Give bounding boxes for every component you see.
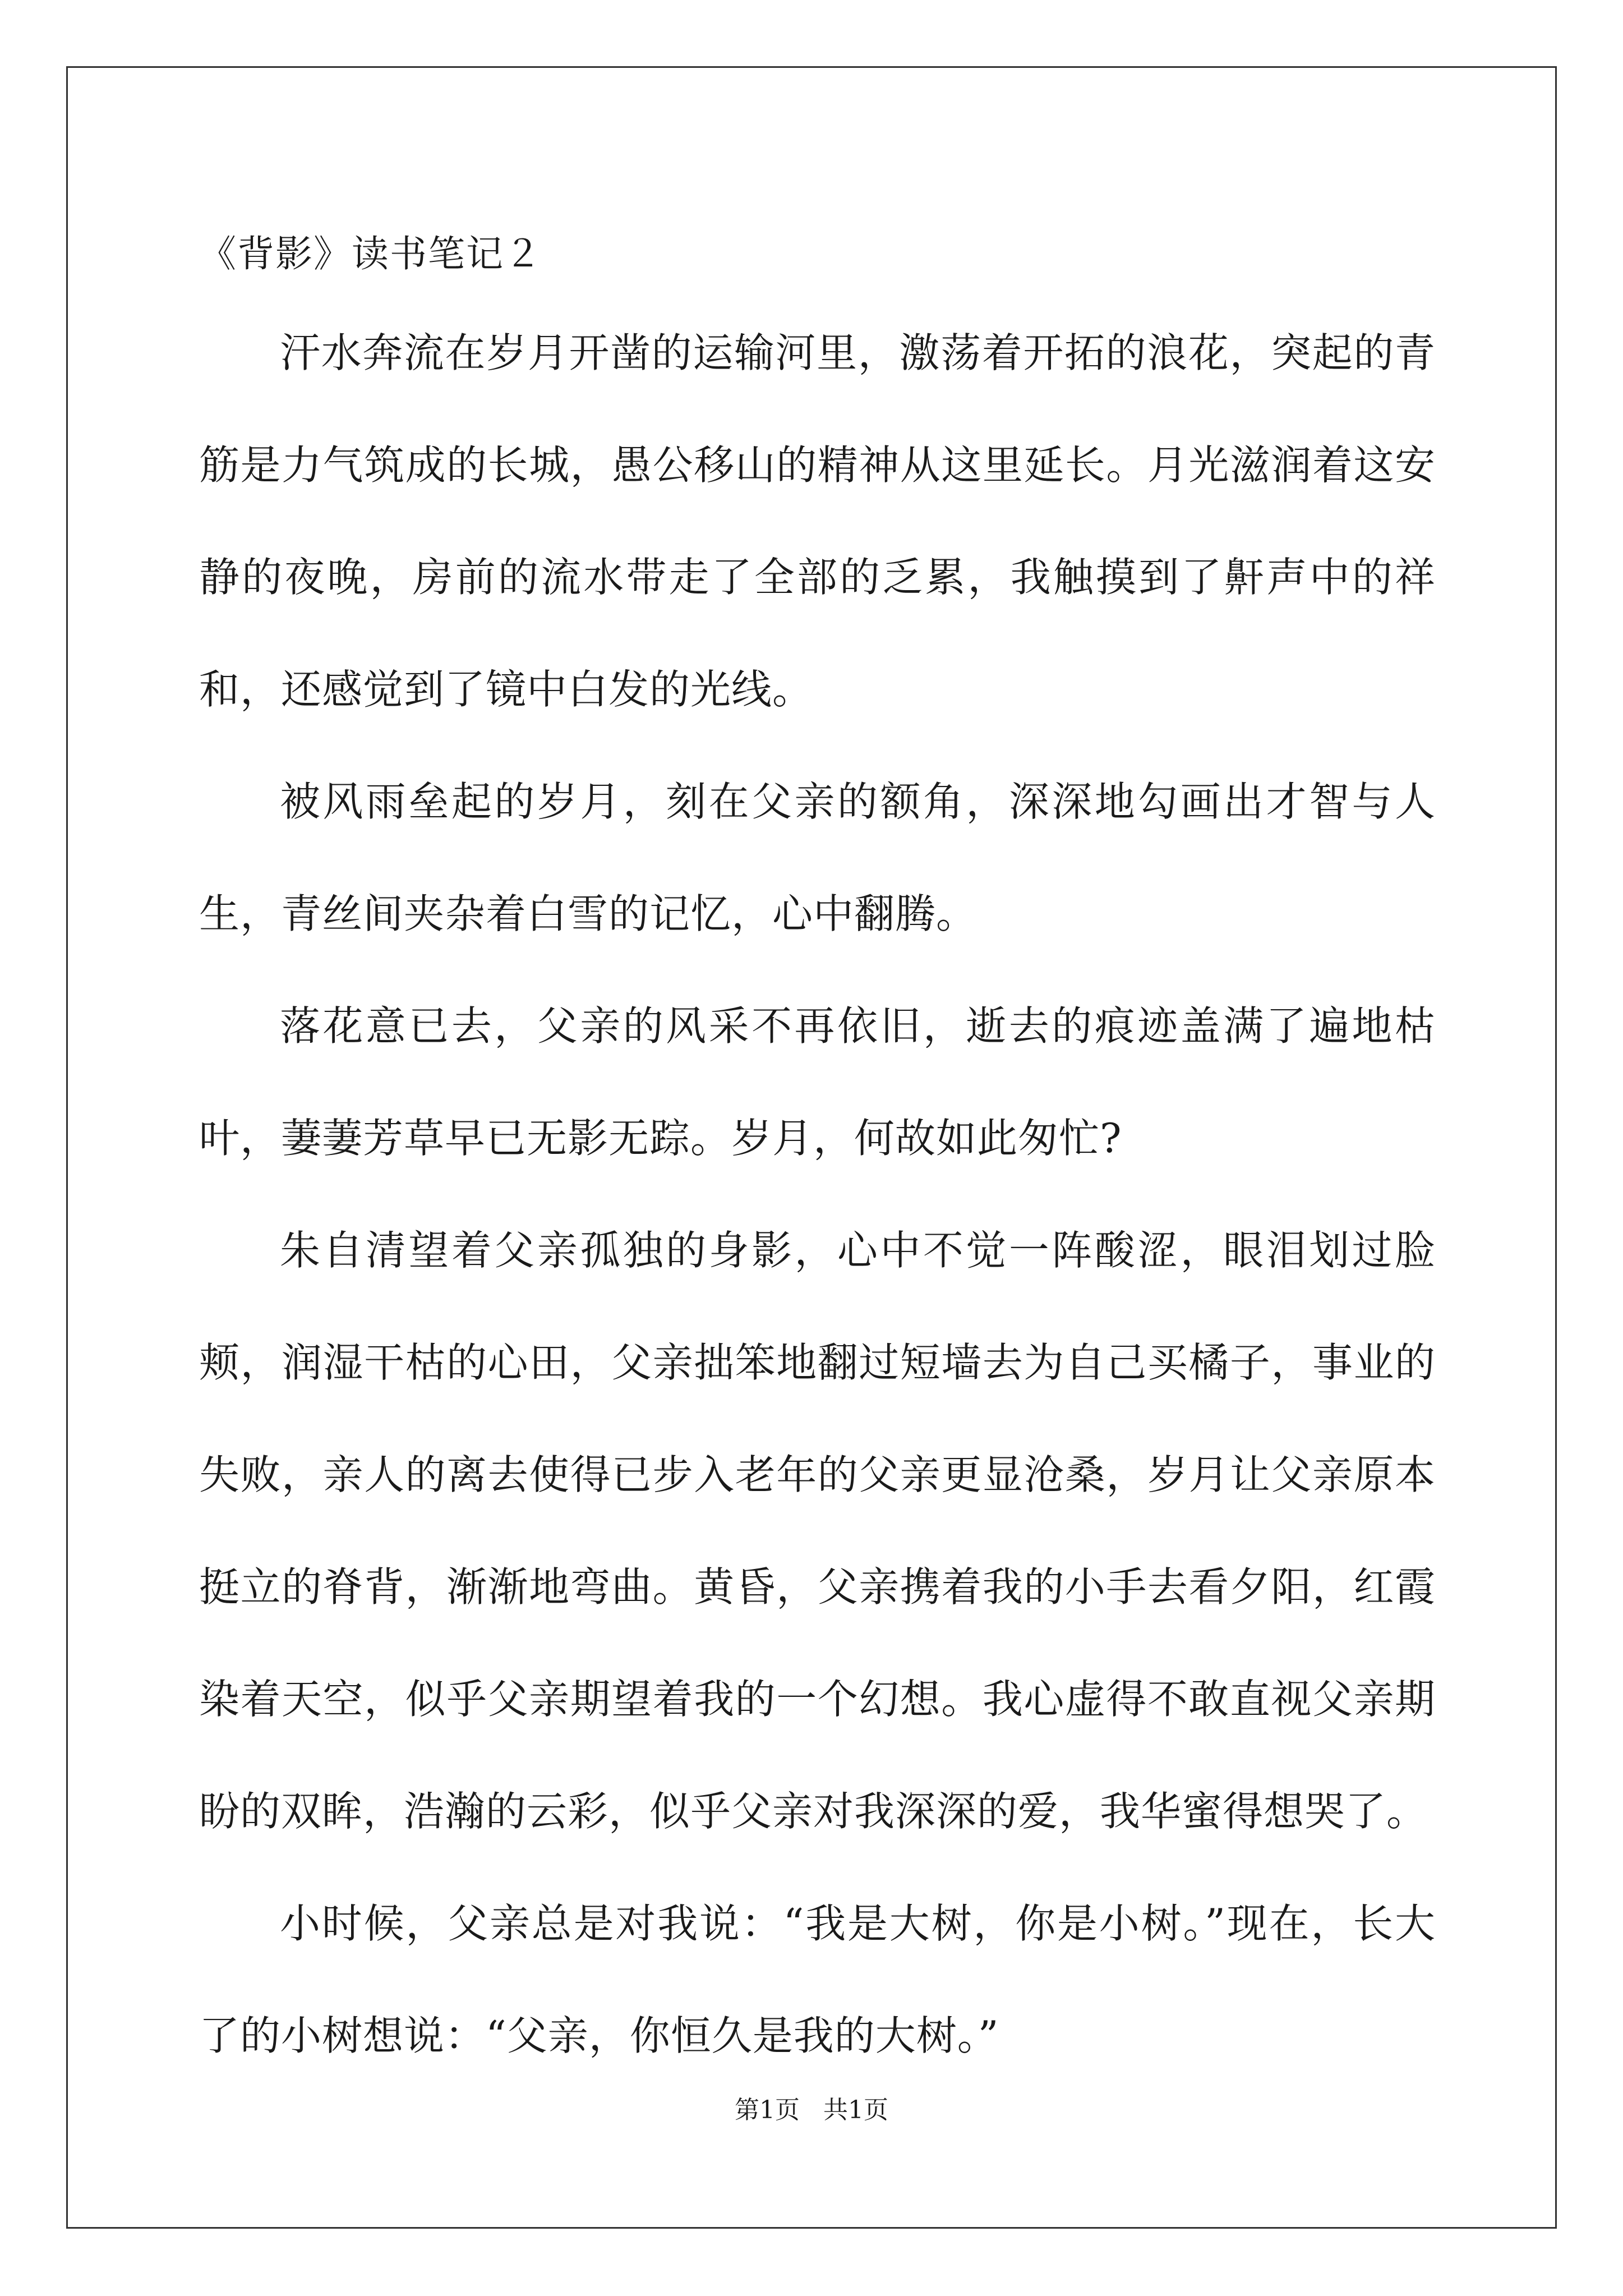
paragraph-5: 小时候，父亲总是对我说：“我是大树，你是小树。”现在，长大了的小树想说：“父亲，你恒久是我的大树。” [199, 1900, 1436, 2059]
document-title: 《背影》读书笔记２ [199, 232, 542, 275]
paragraph-4: 朱自清望着父亲孤独的身影，心中不觉一阵酸涩，眼泪划过脸颊，润湿干枯的心田，父亲拙笨地翻过短墙去为自己买橘子，事业的失败，亲人的离去使得已步入老年的父亲更显沧桑，岁月让父亲原本挺立的脊背，渐渐地弯曲。黄昏，父亲携着我的小手去看夕阳，红霞染着天空，似乎父亲期望着我的一个幻想。我心虚得不敢直视父亲期盼的双眸，浩瀚的云彩，似乎父亲对我深深的爱，我华蜜得想哭了。 [199, 1227, 1436, 1835]
paragraph-2: 被风雨垒起的岁月，刻在父亲的额角，深深地勾画出才智与人生，青丝间夹杂着白雪的记忆，心中翻腾。 [199, 778, 1436, 937]
paragraph-3: 落花意已去，父亲的风采不再依旧，逝去的痕迹盖满了遍地枯叶，萋萋芳草早已无影无踪。岁月，何故如此匆忙? [199, 1002, 1436, 1162]
page-footer [0, 2093, 1623, 2127]
page-total: 共1页 [823, 2096, 888, 2124]
page-number: 第1页 [735, 2096, 800, 2124]
paragraph-1: 汗水奔流在岁月开凿的运输河里，激荡着开拓的浪花，突起的青筋是力气筑成的长城，愚公移山的精神从这里延长。月光滋润着这安静的夜晚，房前的流水带走了全部的乏累，我触摸到了鼾声中的祥和，还感觉到了镜中白发的光线。 [199, 329, 1436, 713]
